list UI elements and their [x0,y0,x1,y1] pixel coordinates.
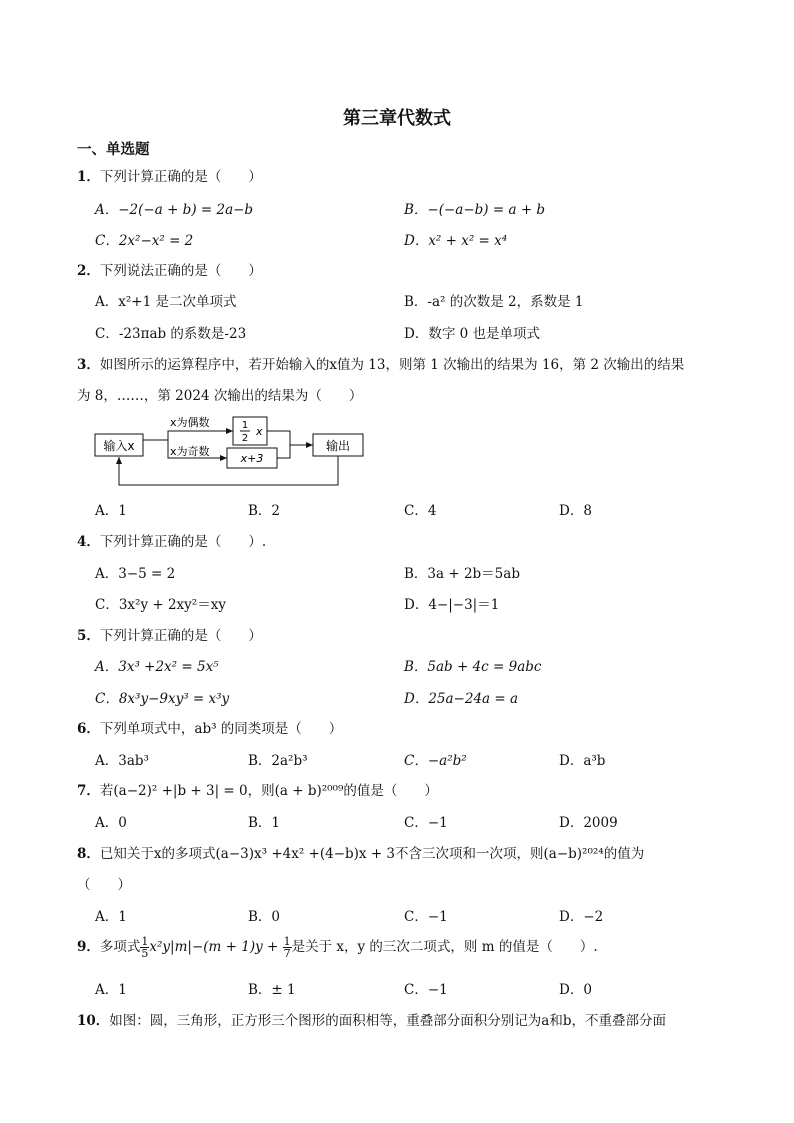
option-a: A．0 [95,815,127,831]
question-number: 5． [77,628,100,644]
question-3 [77,353,684,373]
flowchart-diagram [90,410,380,492]
question-number: 4． [77,534,100,550]
option-c: C．−1 [404,909,448,925]
option-d: D．2009 [559,815,618,831]
option-d: D．4−|−3|＝1 [404,597,500,613]
question-stem: 已知关于x的多项式(a−3)x³ +4x² +(4−b)x + 3不含三次项和一次项，则(a−b)²⁰²⁴的值为 [99,846,645,862]
question-stem: 下列计算正确的是（ ） [99,169,262,185]
section-heading: 一、单选题 [77,141,150,158]
half-variable: x [256,425,263,438]
even-label: x为偶数 [170,416,210,429]
option-c: C．−1 [404,982,448,998]
option-b: B．2 [248,503,281,519]
option-a: A．1 [95,503,127,519]
option-d: D．25a−24a = a [404,691,519,707]
question-6 [77,717,342,737]
option-b: B．3a + 2b＝5ab [404,566,520,582]
option-c: C．−a²b² [404,753,467,769]
option-b: B．1 [248,815,281,831]
option-d: D．8 [559,503,592,519]
question-stem: 如图：圆，三角形，正方形三个图形的面积相等，重叠部分面积分别记为a和b，不重叠部分面 [109,1013,666,1029]
question-stem: 若(a−2)² +|b + 3| = 0，则(a + b)²⁰⁰⁹的值是（ ） [99,783,438,799]
option-b: B．5ab + 4c = 9abc [404,659,542,675]
question-7 [77,779,438,799]
question-number: 6． [77,721,100,737]
odd-label: x为奇数 [170,445,210,458]
option-d: D．数字 0 也是单项式 [404,326,540,342]
question-stem-continued: （ ） [77,877,131,893]
option-c: C．4 [404,503,437,519]
option-a: A．x²+1 是二次单项式 [95,294,237,310]
question-number: 7． [77,783,100,799]
input-label: 输入x [103,439,135,453]
option-c: C．3x²y + 2xy²＝xy [95,597,226,613]
question-number: 9． [77,939,100,955]
question-stem-pre: 多项式 [99,939,141,955]
question-stem: 下列计算正确的是（ ） [99,628,262,644]
even-arrow [143,431,233,440]
option-a: A．1 [95,982,127,998]
question-4 [77,530,266,550]
fraction-one-seventh: $\frac{1}{7}$ [283,935,291,960]
option-c: C．−1 [404,815,448,831]
option-d: D．0 [559,982,592,998]
question-number: 10． [77,1013,110,1029]
option-b: B．0 [248,909,281,925]
option-a: A．3ab³ [95,753,149,769]
half-numerator: 1 [241,420,249,431]
option-c: C．-23πab 的系数是-23 [95,326,247,342]
question-9 [77,935,598,959]
question-stem-post: 是关于 x，y 的三次二项式，则 m 的值是（ ）. [291,939,598,955]
page-title: 第三章代数式 [343,108,451,129]
question-number: 2． [77,263,100,279]
question-8 [77,842,644,862]
half-denominator: 2 [241,433,249,444]
fraction-one-fifth: $\frac{1}{5}$ [141,935,149,960]
option-b: B．-a² 的次数是 2，系数是 1 [404,294,584,310]
option-c: C．2x²−x² = 2 [95,233,194,249]
option-c: C．8x³y−9xy³ = x³y [95,691,230,707]
question-number: 8． [77,846,100,862]
plus3-label: x+3 [240,452,264,465]
question-5 [77,624,262,644]
question-stem-continued: 为 8，……，第 2024 次输出的结果为（ ） [77,388,363,404]
option-d: D．a³b [559,753,606,769]
question-stem: 下列计算正确的是（ ）. [99,534,267,550]
question-number: 3． [77,357,100,373]
question-stem-expression: x²y|m|−(m + 1)y + [149,939,283,955]
loop-arrow [119,456,338,485]
option-a: A．3−5 = 2 [95,566,176,582]
option-d: D．−2 [559,909,604,925]
output-label: 输出 [325,439,351,453]
option-b: B．± 1 [248,982,296,998]
question-stem: 下列单项式中，ab³ 的同类项是（ ） [99,721,343,737]
question-number: 1． [77,169,100,185]
option-a: A．1 [95,909,127,925]
question-stem: 下列说法正确的是（ ） [99,263,262,279]
question-stem: 如图所示的运算程序中，若开始输入的x值为 13，则第 1 次输出的结果为 16，第 2 次输出的结果 [99,357,685,373]
option-b: B．−(−a−b) = a + b [404,202,546,218]
question-1 [77,165,262,185]
option-b: B．2a²b³ [248,753,308,769]
option-a: A．3x³ +2x² = 5x⁵ [95,659,219,675]
option-d: D．x² + x² = x⁴ [404,233,508,249]
question-10 [77,1009,666,1029]
merge-line [267,431,290,458]
option-a: A．−2(−a + b) = 2a−b [95,202,254,218]
question-2 [77,259,262,279]
